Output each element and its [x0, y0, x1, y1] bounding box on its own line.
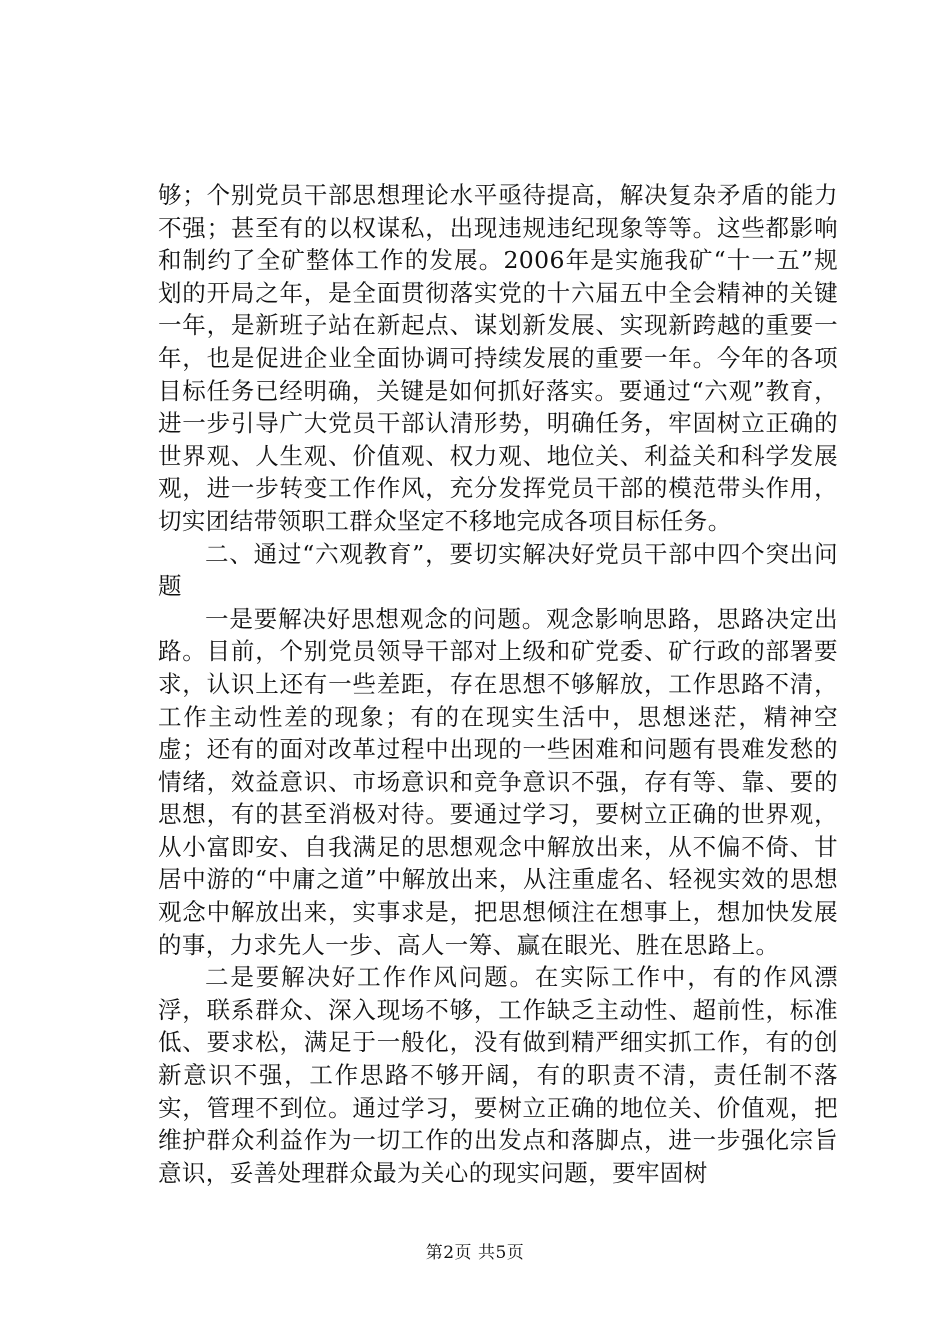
- paragraph-work-style: 二是要解决好工作作风问题。在实际工作中，有的作风漂浮，联系群众、深入现场不够，工作缺乏主动性、超前性，标准低、要求松，满足于一般化，没有做到精严细实抓工作，有的创新意识不强，工作思路不够开阔，有的职责不清，责任制不落实，管理不到位。通过学习，要树立正确的地位关、价值观，把维护群众利益作为一切工作的出发点和落脚点，进一步强化宗旨意识，妥善处理群众最为关心的现实问题，要牢固树: [158, 963, 838, 1187]
- paragraph-ideology: 一是要解决好思想观念的问题。观念影响思路，思路决定出路。目前，个别党员领导干部对上级和矿党委、矿行政的部署要求，认识上还有一些差距，存在思想不够解放，工作思路不清，工作主动性差的现象；有的在现实生活中，思想迷茫，精神空虚；还有的面对改革过程中出现的一些困难和问题有畏难发愁的情绪，效益意识、市场意识和竞争意识不强，存有等、靠、要的思想，有的甚至消极对待。要通过学习，要树立正确的世界观，从小富即安、自我满足的思想观念中解放出来，从不偏不倚、甘居中游的“中庸之道”中解放出来，从注重虚名、轻视实效的思想观念中解放出来，实事求是，把思想倾注在想事上，想加快发展的事，力求先人一步、高人一筹、赢在眼光、胜在思路上。: [158, 604, 838, 959]
- page-footer: 第2页 共5页: [425, 1243, 525, 1263]
- paragraph-continuation: 够；个别党员干部思想理论水平亟待提高，解决复杂矛盾的能力不强；甚至有的以权谋私，出现违规违纪现象等等。这些都影响和制约了全矿整体工作的发展。2006年是实施我矿“十一五”规划的开局之年，是全面贯彻落实党的十六届五中全会精神的关键一年，是新班子站在新起点、谋划新发展、实现新跨越的重要一年，也是促进企业全面协调可持续发展的重要一年。今年的各项目标任务已经明确，关键是如何抓好落实。要通过“六观”教育，进一步引导广大党员干部认清形势，明确任务，牢固树立正确的世界观、人生观、价值观、权力观、地位关、利益关和科学发展观，进一步转变工作作风，充分发挥党员干部的模范带头作用，切实团结带领职工群众坚定不移地完成各项目标任务。: [158, 181, 838, 535]
- document-body: [158, 179, 838, 1189]
- section-heading-two: 二、通过“六观教育”，要切实解决好党员干部中四个突出问题: [158, 539, 838, 601]
